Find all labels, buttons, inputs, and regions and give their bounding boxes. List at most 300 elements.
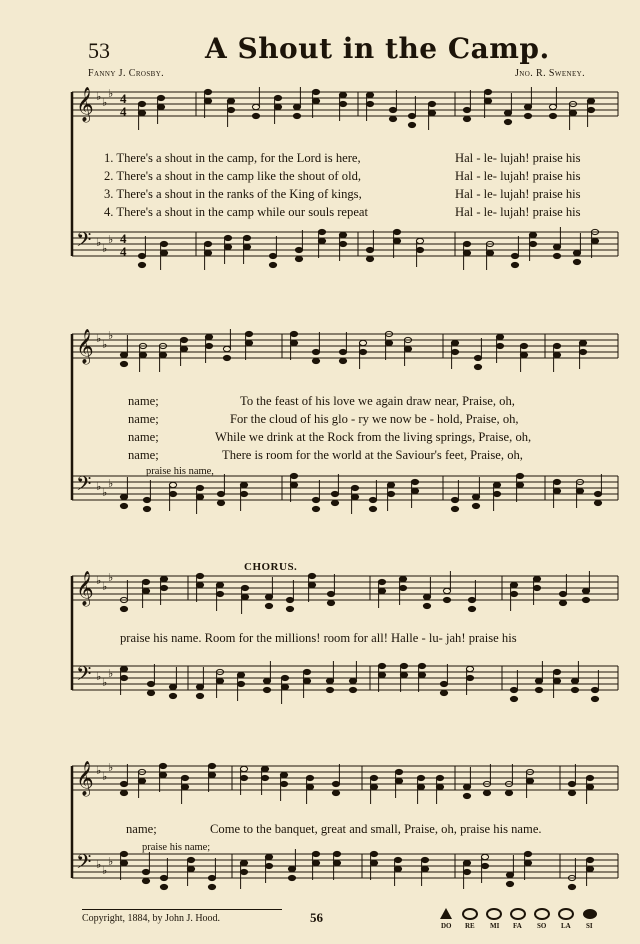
note-head xyxy=(281,684,288,689)
note-head xyxy=(549,113,556,118)
verse-1-line xyxy=(104,151,361,166)
copyright-notice: Copyright, 1884, by John J. Hood. xyxy=(82,913,221,924)
si-shape-icon xyxy=(583,909,597,919)
verse-4-cont: name; xyxy=(128,448,159,462)
note-head xyxy=(265,863,272,868)
note-head xyxy=(147,690,154,695)
note-head xyxy=(553,678,560,683)
note-head xyxy=(159,763,166,768)
flat-icon: ♭ xyxy=(102,864,108,877)
note-head xyxy=(241,594,248,599)
note-head xyxy=(516,482,523,487)
note-head xyxy=(286,597,293,602)
note-head xyxy=(120,860,127,865)
note-head xyxy=(286,606,293,611)
note-head xyxy=(366,247,373,252)
note-head xyxy=(408,122,415,127)
note-head xyxy=(160,875,167,880)
note-head xyxy=(159,772,166,777)
note-head xyxy=(120,790,127,795)
note-head xyxy=(180,346,187,351)
note-head xyxy=(436,784,443,789)
note-head xyxy=(243,244,250,249)
note-head xyxy=(308,582,315,587)
note-head xyxy=(216,582,223,587)
note-head xyxy=(400,672,407,677)
note-head xyxy=(224,244,231,249)
note-head xyxy=(423,594,430,599)
note-head xyxy=(223,346,230,351)
note-head xyxy=(293,104,300,109)
note-head xyxy=(120,361,127,366)
note-head xyxy=(280,772,287,777)
note-head xyxy=(573,250,580,255)
note-head xyxy=(579,349,586,354)
note-head xyxy=(526,778,533,783)
note-head xyxy=(463,784,470,789)
note-head xyxy=(553,352,560,357)
note-head xyxy=(586,857,593,862)
note-head xyxy=(160,241,167,246)
note-head xyxy=(333,860,340,865)
note-head xyxy=(138,110,145,115)
treble-clef-icon: 𝄞 xyxy=(76,571,94,606)
note-head xyxy=(288,875,295,880)
note-head xyxy=(451,497,458,502)
note-head xyxy=(451,506,458,511)
note-head xyxy=(180,337,187,342)
note-head xyxy=(496,343,503,348)
note-head xyxy=(418,672,425,677)
note-head xyxy=(120,352,127,357)
poet-credit: Fanny J. Crosby. xyxy=(88,68,165,79)
note-head xyxy=(196,573,203,578)
time-signature-bottom: 4 xyxy=(120,104,127,119)
treble-clef-icon: 𝄞 xyxy=(76,329,94,364)
note-head xyxy=(533,585,540,590)
note-head xyxy=(274,104,281,109)
note-head xyxy=(204,98,211,103)
note-head xyxy=(481,863,488,868)
flat-icon: ♭ xyxy=(102,580,108,593)
note-head xyxy=(483,790,490,795)
note-head xyxy=(463,250,470,255)
verse-3-hallelujah: Hal - le- lujah! praise his xyxy=(455,187,581,201)
note-head xyxy=(339,241,346,246)
note-head xyxy=(138,253,145,258)
verse-3-line2: While we drink at the Rock from the living springs, Praise, oh, xyxy=(215,430,532,444)
note-head xyxy=(138,778,145,783)
note-head xyxy=(332,790,339,795)
flat-icon: ♭ xyxy=(108,233,114,246)
chorus-line-1: praise his name. Room for the millions! room for all! Halle - lu- jah! praise his xyxy=(120,631,517,645)
solfa-do: DO xyxy=(441,922,452,930)
note-head xyxy=(240,860,247,865)
chorus-label: CHORUS. xyxy=(244,561,298,573)
note-head xyxy=(263,687,270,692)
note-head xyxy=(484,98,491,103)
note-head xyxy=(327,600,334,605)
note-head xyxy=(524,113,531,118)
note-head xyxy=(120,675,127,680)
note-head xyxy=(378,663,385,668)
flat-icon: ♭ xyxy=(108,477,114,490)
note-head xyxy=(196,582,203,587)
note-head xyxy=(120,503,127,508)
note-head xyxy=(466,666,473,671)
note-head xyxy=(591,687,598,692)
note-head xyxy=(326,687,333,692)
note-head xyxy=(187,857,194,862)
verse-3-cont: name; xyxy=(128,430,159,444)
chorus-name: name; xyxy=(126,822,157,836)
note-head xyxy=(395,778,402,783)
note-head xyxy=(143,506,150,511)
note-head xyxy=(143,497,150,502)
time-signature-top: 4 xyxy=(120,231,127,246)
note-head xyxy=(493,491,500,496)
note-head xyxy=(147,681,154,686)
note-head xyxy=(261,766,268,771)
flat-icon: ♭ xyxy=(108,667,114,680)
note-head xyxy=(290,340,297,345)
note-head xyxy=(333,851,340,856)
solfa-mi: MI xyxy=(490,922,500,930)
note-head xyxy=(312,506,319,511)
note-head xyxy=(217,491,224,496)
note-head xyxy=(472,494,479,499)
note-head xyxy=(181,784,188,789)
note-head xyxy=(240,869,247,874)
note-head xyxy=(120,666,127,671)
note-head xyxy=(269,253,276,258)
note-head xyxy=(204,241,211,246)
note-head xyxy=(463,116,470,121)
note-head xyxy=(428,101,435,106)
note-head xyxy=(331,500,338,505)
note-head xyxy=(591,238,598,243)
flat-icon: ♭ xyxy=(102,770,108,783)
mi-shape-icon xyxy=(487,909,501,919)
note-head xyxy=(576,488,583,493)
verse-1-line2: To the feast of his love we again draw near, Praise, oh, xyxy=(240,394,515,408)
note-head xyxy=(326,678,333,683)
bass-lyric-1: praise his name, xyxy=(146,466,214,477)
note-head xyxy=(387,491,394,496)
time-signature-top: 4 xyxy=(120,91,127,106)
note-head xyxy=(586,775,593,780)
note-head xyxy=(510,582,517,587)
note-head xyxy=(223,355,230,360)
note-head xyxy=(370,775,377,780)
note-head xyxy=(237,672,244,677)
note-head xyxy=(216,678,223,683)
note-head xyxy=(169,684,176,689)
verse-1-cont: name; xyxy=(128,394,159,408)
note-head xyxy=(240,491,247,496)
note-head xyxy=(443,588,450,593)
note-head xyxy=(474,364,481,369)
note-head xyxy=(553,253,560,258)
flat-icon: ♭ xyxy=(96,90,102,103)
note-head xyxy=(520,352,527,357)
note-head xyxy=(451,349,458,354)
note-head xyxy=(160,884,167,889)
note-head xyxy=(418,663,425,668)
re-shape-icon xyxy=(463,909,477,919)
note-head xyxy=(393,238,400,243)
note-head xyxy=(524,104,531,109)
note-head xyxy=(472,503,479,508)
note-head xyxy=(389,116,396,121)
note-head xyxy=(240,766,247,771)
solfa-legend xyxy=(440,906,620,936)
treble-clef-icon: 𝄞 xyxy=(76,87,94,122)
note-head xyxy=(505,790,512,795)
flat-icon: ♭ xyxy=(96,858,102,871)
note-head xyxy=(208,763,215,768)
note-head xyxy=(571,687,578,692)
note-head xyxy=(169,693,176,698)
flat-icon: ♭ xyxy=(102,96,108,109)
note-head xyxy=(366,101,373,106)
flat-icon: ♭ xyxy=(108,87,114,100)
bass-clef-icon: 𝄢 xyxy=(76,662,92,690)
composer-credit: Jno. R. Sweney. xyxy=(515,68,586,79)
note-head xyxy=(339,92,346,97)
flat-icon: ♭ xyxy=(96,236,102,249)
note-head xyxy=(290,482,297,487)
solfa-re: RE xyxy=(465,922,475,930)
note-head xyxy=(504,110,511,115)
note-head xyxy=(506,881,513,886)
verse-2-hallelujah: Hal - le- lujah! praise his xyxy=(455,169,581,183)
note-head xyxy=(303,678,310,683)
note-head xyxy=(493,482,500,487)
note-head xyxy=(227,98,234,103)
note-head xyxy=(468,606,475,611)
note-head xyxy=(288,866,295,871)
note-head xyxy=(252,113,259,118)
note-head xyxy=(351,485,358,490)
note-head xyxy=(142,579,149,584)
note-head xyxy=(157,95,164,100)
note-head xyxy=(510,687,517,692)
note-head xyxy=(245,340,252,345)
note-head xyxy=(591,696,598,701)
note-head xyxy=(496,334,503,339)
note-head xyxy=(160,576,167,581)
note-head xyxy=(553,669,560,674)
fa-shape-icon xyxy=(511,909,525,919)
note-head xyxy=(463,793,470,798)
note-head xyxy=(312,358,319,363)
note-head xyxy=(466,675,473,680)
note-head xyxy=(339,349,346,354)
note-head xyxy=(318,238,325,243)
flat-icon: ♭ xyxy=(96,574,102,587)
note-head xyxy=(370,851,377,856)
note-head xyxy=(463,107,470,112)
note-head xyxy=(440,681,447,686)
note-head xyxy=(440,690,447,695)
note-head xyxy=(281,675,288,680)
note-head xyxy=(227,107,234,112)
note-head xyxy=(306,784,313,789)
note-head xyxy=(187,866,194,871)
note-head xyxy=(421,866,428,871)
note-head xyxy=(280,781,287,786)
note-head xyxy=(484,89,491,94)
note-head xyxy=(359,349,366,354)
note-head xyxy=(204,250,211,255)
note-head xyxy=(582,597,589,602)
note-head xyxy=(549,104,556,109)
note-head xyxy=(486,250,493,255)
note-head xyxy=(339,358,346,363)
note-head xyxy=(468,597,475,602)
note-head xyxy=(240,482,247,487)
time-signature-bottom: 4 xyxy=(120,244,127,259)
note-head xyxy=(506,872,513,877)
note-head xyxy=(240,775,247,780)
verse-4-line xyxy=(104,205,368,220)
note-head xyxy=(204,89,211,94)
note-head xyxy=(535,678,542,683)
note-head xyxy=(443,597,450,602)
note-head xyxy=(411,479,418,484)
note-head xyxy=(389,107,396,112)
note-head xyxy=(265,594,272,599)
note-head xyxy=(569,110,576,115)
flat-icon: ♭ xyxy=(102,486,108,499)
verse-2-text: There's a shout in the camp like the shout of old, xyxy=(116,169,362,183)
note-head xyxy=(370,784,377,789)
note-head xyxy=(351,494,358,499)
bass-clef-icon: 𝄢 xyxy=(76,850,92,878)
note-head xyxy=(332,781,339,786)
note-head xyxy=(138,101,145,106)
verse-1-hallelujah: Hal - le- lujah! praise his xyxy=(455,151,581,165)
note-head xyxy=(423,603,430,608)
hymn-title: A Shout in the Camp. xyxy=(205,32,550,65)
note-head xyxy=(559,600,566,605)
note-head xyxy=(524,851,531,856)
note-head xyxy=(269,262,276,267)
note-head xyxy=(290,473,297,478)
note-head xyxy=(553,244,560,249)
note-head xyxy=(312,89,319,94)
chorus-line-2: Come to the banquet, great and small, Praise, oh, praise his name. xyxy=(210,822,542,836)
solfa-la: LA xyxy=(561,922,571,930)
note-head xyxy=(306,775,313,780)
flat-icon: ♭ xyxy=(102,676,108,689)
note-head xyxy=(293,113,300,118)
treble-clef-icon: 𝄞 xyxy=(76,761,94,796)
note-head xyxy=(359,340,366,345)
note-head xyxy=(421,857,428,862)
note-head xyxy=(481,854,488,859)
note-head xyxy=(559,591,566,596)
note-head xyxy=(571,678,578,683)
note-head xyxy=(387,482,394,487)
solfa-note-shapes xyxy=(440,906,620,922)
note-head xyxy=(295,247,302,252)
note-head xyxy=(582,588,589,593)
note-head xyxy=(568,790,575,795)
note-head xyxy=(205,343,212,348)
note-head xyxy=(378,672,385,677)
verse-2-line xyxy=(104,169,361,184)
verse-4-text: There's a shout in the camp while our souls repeat xyxy=(116,205,368,219)
note-head xyxy=(524,860,531,865)
verse-3-line xyxy=(104,187,362,202)
flat-icon: ♭ xyxy=(108,855,114,868)
note-head xyxy=(474,355,481,360)
note-head xyxy=(411,488,418,493)
flat-icon: ♭ xyxy=(96,480,102,493)
note-head xyxy=(120,494,127,499)
solfa-si: SI xyxy=(586,922,593,930)
hymn-number: 53 xyxy=(88,38,110,63)
footer-rule xyxy=(82,909,282,910)
note-head xyxy=(290,331,297,336)
note-head xyxy=(295,256,302,261)
flat-icon: ♭ xyxy=(96,670,102,683)
note-head xyxy=(594,500,601,505)
note-head xyxy=(369,497,376,502)
verse-4-number: 4. xyxy=(104,205,114,219)
note-head xyxy=(533,576,540,581)
note-head xyxy=(169,491,176,496)
note-head xyxy=(586,784,593,789)
note-head xyxy=(573,259,580,264)
note-head xyxy=(303,669,310,674)
note-head xyxy=(274,95,281,100)
note-head xyxy=(224,235,231,240)
note-head xyxy=(196,693,203,698)
note-head xyxy=(318,229,325,234)
verse-2-number: 2. xyxy=(104,169,114,183)
note-head xyxy=(400,663,407,668)
note-head xyxy=(216,591,223,596)
note-head xyxy=(327,591,334,596)
note-head xyxy=(404,346,411,351)
note-head xyxy=(243,235,250,240)
note-head xyxy=(308,573,315,578)
chorus-bass-lyric: praise his name; xyxy=(142,842,211,853)
note-head xyxy=(349,678,356,683)
note-head xyxy=(520,343,527,348)
note-head xyxy=(393,229,400,234)
note-head xyxy=(535,687,542,692)
flat-icon: ♭ xyxy=(102,242,108,255)
solfa-fa: FA xyxy=(513,922,522,930)
note-head xyxy=(370,860,377,865)
verse-2-line2: For the cloud of his glo - ry we now be - hold, Praise, oh, xyxy=(230,412,519,426)
note-head xyxy=(553,343,560,348)
note-head xyxy=(120,781,127,786)
note-head xyxy=(237,681,244,686)
note-head xyxy=(339,232,346,237)
page-number: 56 xyxy=(310,910,323,925)
note-head xyxy=(261,775,268,780)
note-head xyxy=(366,92,373,97)
note-head xyxy=(366,256,373,261)
note-head xyxy=(252,104,259,109)
note-head xyxy=(196,494,203,499)
note-head xyxy=(586,866,593,871)
